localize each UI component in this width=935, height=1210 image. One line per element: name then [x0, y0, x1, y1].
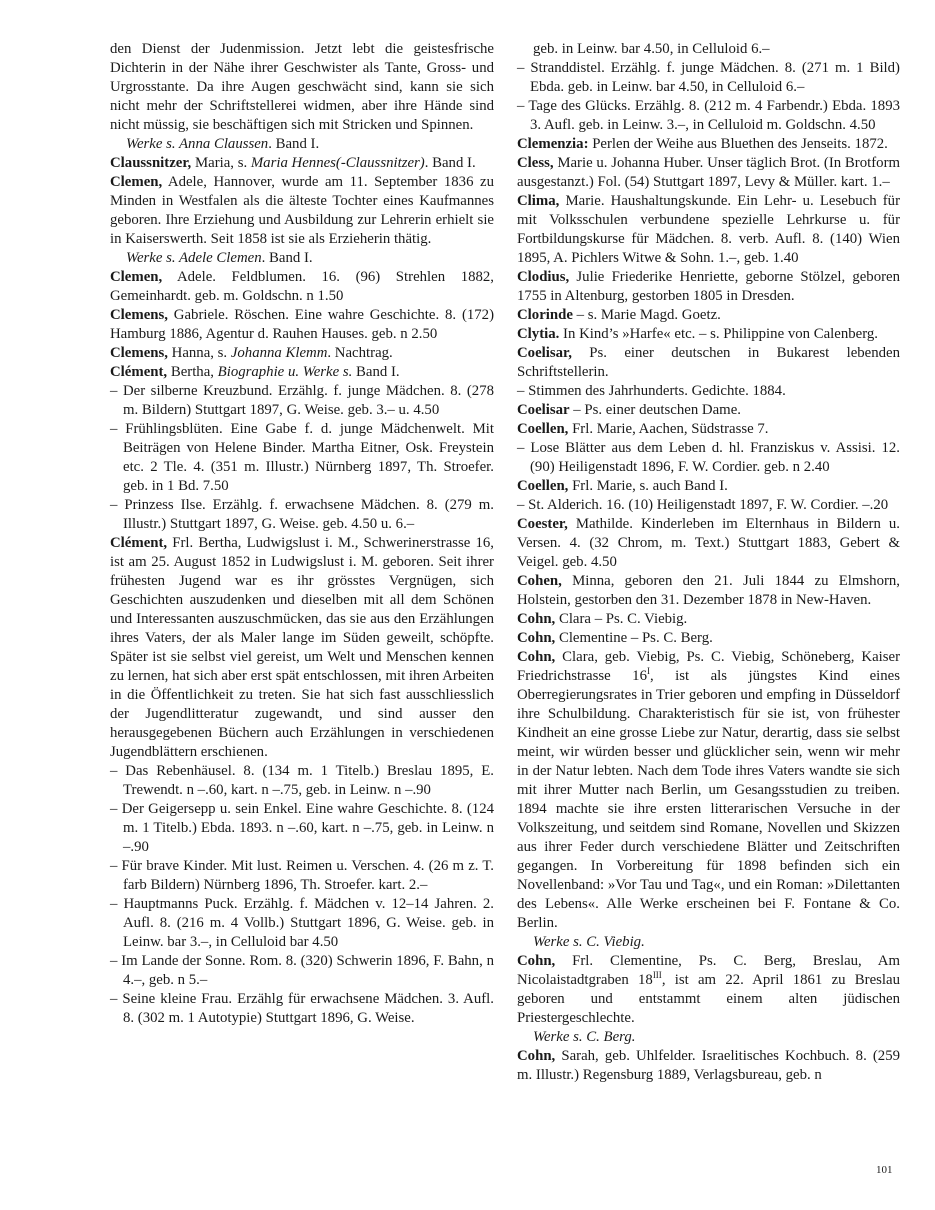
entry-text: Adele, Hannover, wurde am 11. September 1836 zu Minden in Westfalen als die älteste Tochter eines Kaufmannes geboren. Ihre Erziehung und Ausbildung zur Lehrerin erhielt sie in Kaiserswerth. Seit 1858 ist sie als Erzieherin thätig.: [110, 174, 494, 247]
entry-text: – Der Geigersepp u. sein Enkel. Eine wahre Geschichte. 8. (124 m. 1 Titelb.) Ebda. 1893. n –.60, kart. n –.75, geb. in Leinw. n –.90: [110, 801, 494, 855]
entry-headword: Clemens,: [110, 307, 168, 323]
entry-text: geb. in Leinw. bar 4.50, in Celluloid 6.–: [533, 41, 770, 57]
entry-headword: Clément,: [110, 364, 168, 380]
entry-text: Band I.: [352, 364, 400, 380]
entry-text: Gabriele. Röschen. Eine wahre Geschichte. 8. (172) Hamburg 1886, Agentur d. Rauhen Hauses. geb. n 2.50: [110, 307, 494, 342]
entry-text: – Seine kleine Frau. Erzählg für erwachsene Mädchen. 3. Aufl. 8. (302 m. 1 Autotypie) Stuttgart 1896, G. Weise.: [110, 991, 494, 1026]
entry-text: Marie u. Johanna Huber. Unser täglich Brot. (In Brotform ausgestanzt.) Fol. (54) Stuttgart 1897, Levy & Müller. kart. 1.–: [517, 155, 900, 190]
entry-headword: Clément,: [110, 535, 168, 551]
entry-text: – St. Alderich. 16. (10) Heiligenstadt 1897, F. W. Cordier. –.20: [517, 497, 889, 513]
entry-text: Sarah, geb. Uhlfelder. Israelitisches Kochbuch. 8. (259 m. Illustr.) Regensburg 1889, Verlagsbureau, geb. n: [517, 1048, 900, 1083]
left-column: [110, 40, 494, 1028]
sub-entry: [110, 800, 494, 857]
entry-text: Minna, geboren den 21. Juli 1844 zu Elmshorn, Holstein, gestorben den 31. Dezember 1878 in New-Haven.: [517, 573, 900, 608]
entry-text: , ist als jüngstes Kind eines Oberregierungsrates in Trier geboren und empfing in Düsseldorf ihre Schulbildung. Charakteristisch für sie ist, von frühester Kindheit an eine grosse Liebe zur Natur, derartig, dass sie selbst meint, wir würden besser und glücklicher sein, wenn wir mehr in der Natur lebten. Nach dem Tode ihres Vaters wandte sie sich mit ihrer Mutter nach Berlin, um Gesangsstudien zu treiben. 1894 machte sie ihre ersten litterarischen Versuche in der Volkszeitung, und seitdem sind Romane, Novellen und Skizzen aus ihrer Feder durch verschiedene Blätter und Zeitschriften gegangen. In Vorbereitung für 1898 befinden sich ein Novellenband: »Vor Tau und Tag«, und ein Roman: »Dilettanten des Lebens«. Alle Werke erscheinen bei F. Fontane & Co. Berlin.: [517, 668, 900, 931]
entry-headword: Coelisar,: [517, 345, 572, 361]
entry-headword: Clemenzia:: [517, 136, 589, 152]
entry-headword: Clytia.: [517, 326, 560, 342]
sub-entry: [110, 420, 494, 496]
entry-headword: Coester,: [517, 516, 568, 532]
entry-paragraph: [110, 173, 494, 249]
entry-text: – Lose Blätter aus dem Leben d. hl. Franziskus v. Assisi. 12. (90) Heiligenstadt 1896, F. W. Cordier. geb. n 2.40: [517, 440, 900, 475]
entry-headword: Claussnitzer,: [110, 155, 192, 171]
superscript: III: [652, 970, 662, 981]
works-reference: [110, 135, 494, 154]
works-reference: [517, 40, 900, 59]
entry-text: . Band I.: [261, 250, 313, 266]
italic-text: Werke s. Anna Claussen: [126, 136, 269, 152]
italic-text: Werke s. C. Berg.: [533, 1029, 636, 1045]
entry-text: – Stranddistel. Erzählg. f. junge Mädchen. 8. (271 m. 1 Bild) Ebda. geb. in Leinw. bar 4.50, in Celluloid 6.–: [517, 60, 900, 95]
entry-text: In Kind’s »Harfe« etc. – s. Philippine von Calenberg.: [559, 326, 878, 342]
entry-text: – s. Marie Magd. Goetz.: [572, 307, 721, 323]
right-column: [517, 40, 900, 1085]
entry-paragraph: [110, 268, 494, 306]
entry-paragraph: [110, 306, 494, 344]
entry-text: Perlen der Weihe aus Bluethen des Jenseits. 1872.: [588, 136, 888, 152]
entry-headword: Cohn,: [517, 649, 556, 665]
entry-text: den Dienst der Judenmission. Jetzt lebt die geistesfrische Dichterin in der Nähe ihrer Geschwister als Tante, Gross- und Urgrosstante. Da ihre Augen geschwächt sind, kann sie sich nicht mehr der Schriftstellerei widmen, aber ihre Hände sind nicht müssig, sie beschäftigen sich mit Stricken und Spinnen.: [110, 41, 494, 133]
entry-headword: Clodius,: [517, 269, 570, 285]
sub-entry: [517, 97, 900, 135]
italic-text: Werke s. Adele Clemen: [126, 250, 262, 266]
entry-headword: Clima,: [517, 193, 560, 209]
entry-paragraph: [517, 420, 900, 439]
entry-text: . Band I.: [424, 155, 476, 171]
entry-paragraph: [517, 192, 900, 268]
entry-text: – Prinzess Ilse. Erzählg. f. erwachsene Mädchen. 8. (279 m. Illustr.) Stuttgart 1897, G. Weise. geb. 4.50 u. 6.–: [110, 497, 494, 532]
entry-headword: Cohen,: [517, 573, 562, 589]
entry-text: – Für brave Kinder. Mit lust. Reimen u. Verschen. 4. (26 m z. T. farb Bildern) Nürnberg 1896, Th. Stroefer. kart. 2.–: [110, 858, 494, 893]
sub-entry: [110, 895, 494, 952]
entry-text: Adele. Feldblumen. 16. (96) Strehlen 1882, Gemeinhardt. geb. m. Goldschn. n 1.50: [110, 269, 494, 304]
entry-text: Frl. Clementine, Ps. C. Berg, Breslau, Am Nicolaistadtgraben 18: [517, 953, 900, 988]
entry-text: – Hauptmanns Puck. Erzählg. f. Mädchen v. 12–14 Jahren. 2. Aufl. 8. (216 m. 4 Vollb.) Stuttgart 1896, G. Weise. geb. in Leinw. bar 3.–, in Celluloid bar 4.50: [110, 896, 494, 950]
entry-text: Julie Friederike Henriette, geborne Stölzel, geboren 1755 in Altenburg, gestorben 1805 in Dresden.: [517, 269, 900, 304]
entry-paragraph: [517, 401, 900, 420]
italic-text: Biographie u. Werke s.: [217, 364, 353, 380]
page-number: 101: [876, 1164, 893, 1176]
entry-headword: Coellen,: [517, 478, 569, 494]
sub-entry: [517, 496, 900, 515]
entry-paragraph: [517, 154, 900, 192]
entry-text: – Frühlingsblüten. Eine Gabe f. d. junge Mädchenwelt. Mit Beiträgen von Helene Binder. Martha Eitner, Osk. Freystein etc. 2 Tle. 4. (351 m. Illustr.) Nürnberg 1897, Th. Stroefer. geb. in 1 Bd. 7.50: [110, 421, 494, 494]
entry-text: Frl. Bertha, Ludwigslust i. M., Schwerinerstrasse 16, ist am 25. August 1852 in Ludwigslust i. M. geboren. Seit ihrer frühesten Jugend war es ihr grösstes Vergnügen, sich Geschichten auszudenken und dieselben mit all dem Schönen und Interessanten auszuschmücken, das sie aus den Erzählungen ihres Vaters, der als Maler lange im Süden geweilt, schöpfte. Später ist sie selbst viel gereist, um Welt und Menschen kennen zu lernen, hat sich aber erst spät entschlossen, mit ihren Arbeiten in die Öffentlichkeit zu treten. Sie hat sich fast ausschliesslich der Jugendlitteratur zugewandt, und sind ausser den herausgegebenen Büchern auch Erzählungen in verschiedenen Jugendblättern erschienen.: [110, 535, 494, 760]
entry-headword: Clemens,: [110, 345, 168, 361]
italic-text: Maria Hennes(-Claussnitzer): [250, 155, 425, 171]
entry-text: Clementine – Ps. C. Berg.: [555, 630, 713, 646]
entry-text: Bertha,: [167, 364, 218, 380]
works-reference: [110, 249, 494, 268]
entry-text: Marie. Haushaltungskunde. Ein Lehr- u. Lesebuch für mit Volksschulen verbundene spezielle Lehrkurse u. für Fortbildungskurse für Mädchen. 8. verb. Aufl. 8. (140) Wien 1895, A. Pichlers Witwe & Sohn. 1.–, geb. 1.40: [517, 193, 900, 266]
entry-text: – Das Rebenhäusel. 8. (134 m. 1 Titelb.) Breslau 1895, E. Trewendt. n –.60, kart. n –.75, geb. in Leinw. n –.90: [110, 763, 494, 798]
superscript: I: [646, 666, 650, 677]
sub-entry: [110, 762, 494, 800]
entry-paragraph: [110, 154, 494, 173]
entry-paragraph: [517, 135, 900, 154]
entry-text: Ps. einer deutschen in Bukarest lebenden Schriftstellerin.: [517, 345, 900, 380]
sub-entry: [110, 496, 494, 534]
entry-paragraph: [110, 363, 494, 382]
entry-paragraph: [517, 572, 900, 610]
sub-entry: [517, 382, 900, 401]
entry-headword: Clorinde: [517, 307, 573, 323]
entry-text: Clara – Ps. C. Viebig.: [555, 611, 688, 627]
italic-text: Werke s. C. Viebig.: [533, 934, 645, 950]
sub-entry: [110, 990, 494, 1028]
entry-text: Hanna, s.: [167, 345, 231, 361]
entry-paragraph: [517, 325, 900, 344]
sub-entry: [110, 952, 494, 990]
italic-text: Johanna Klemm: [230, 345, 328, 361]
entry-text: , ist am 22. April 1861 zu Breslau geboren und entstammt einem alten jüdischen Priestergeschlechte.: [517, 972, 900, 1026]
entry-paragraph: [517, 306, 900, 325]
entry-text: – Stimmen des Jahrhunderts. Gedichte. 1884.: [517, 383, 786, 399]
entry-headword: Cohn,: [517, 953, 556, 969]
entry-text: – Tage des Glücks. Erzählg. 8. (212 m. 4 Farbendr.) Ebda. 1893 3. Aufl. geb. in Leinw. 3.–, in Celluloid m. Goldschn. 4.50: [517, 98, 900, 133]
sub-entry: [110, 857, 494, 895]
entry-text: Clara, geb. Viebig, Ps. C. Viebig, Schöneberg, Kaiser Friedrichstrasse 16: [517, 649, 900, 684]
entry-headword: Coellen,: [517, 421, 569, 437]
sub-entry: [517, 59, 900, 97]
entry-text: Frl. Marie, Aachen, Südstrasse 7.: [568, 421, 769, 437]
entry-text: – Im Lande der Sonne. Rom. 8. (320) Schwerin 1896, F. Bahn, n 4.–, geb. n 5.–: [110, 953, 494, 988]
entry-text: – Ps. einer deutschen Dame.: [569, 402, 741, 418]
entry-headword: Cless,: [517, 155, 554, 171]
sub-entry: [110, 382, 494, 420]
entry-paragraph: [517, 344, 900, 382]
entry-text: Frl. Marie, s. auch Band I.: [568, 478, 728, 494]
entry-paragraph: [517, 1047, 900, 1085]
entry-paragraph: [517, 268, 900, 306]
entry-headword: Clemen,: [110, 269, 163, 285]
entry-paragraph: [517, 610, 900, 629]
entry-text: Maria, s.: [191, 155, 251, 171]
entry-text: . Nachtrag.: [327, 345, 393, 361]
entry-paragraph: [517, 629, 900, 648]
works-reference: [517, 1028, 900, 1047]
entry-paragraph: [110, 40, 494, 135]
entry-paragraph: [110, 344, 494, 363]
entry-headword: Cohn,: [517, 611, 556, 627]
entry-text: . Band I.: [268, 136, 320, 152]
entry-paragraph: [517, 952, 900, 1028]
entry-text: Mathilde. Kinderleben im Elternhaus in Bildern u. Versen. 4. (32 Chrom, m. Text.) Stuttgart 1883, Gebert & Veigel. geb. 4.50: [517, 516, 900, 570]
entry-headword: Coelisar: [517, 402, 570, 418]
entry-headword: Cohn,: [517, 630, 556, 646]
entry-paragraph: [517, 477, 900, 496]
works-reference: [517, 933, 900, 952]
entry-headword: Clemen,: [110, 174, 163, 190]
entry-headword: Cohn,: [517, 1048, 556, 1064]
entry-paragraph: [517, 515, 900, 572]
sub-entry: [517, 439, 900, 477]
entry-paragraph: [110, 534, 494, 762]
entry-text: – Der silberne Kreuzbund. Erzählg. f. junge Mädchen. 8. (278 m. Bildern) Stuttgart 1897, G. Weise. geb. 3.– u. 4.50: [110, 383, 494, 418]
entry-paragraph: [517, 648, 900, 933]
